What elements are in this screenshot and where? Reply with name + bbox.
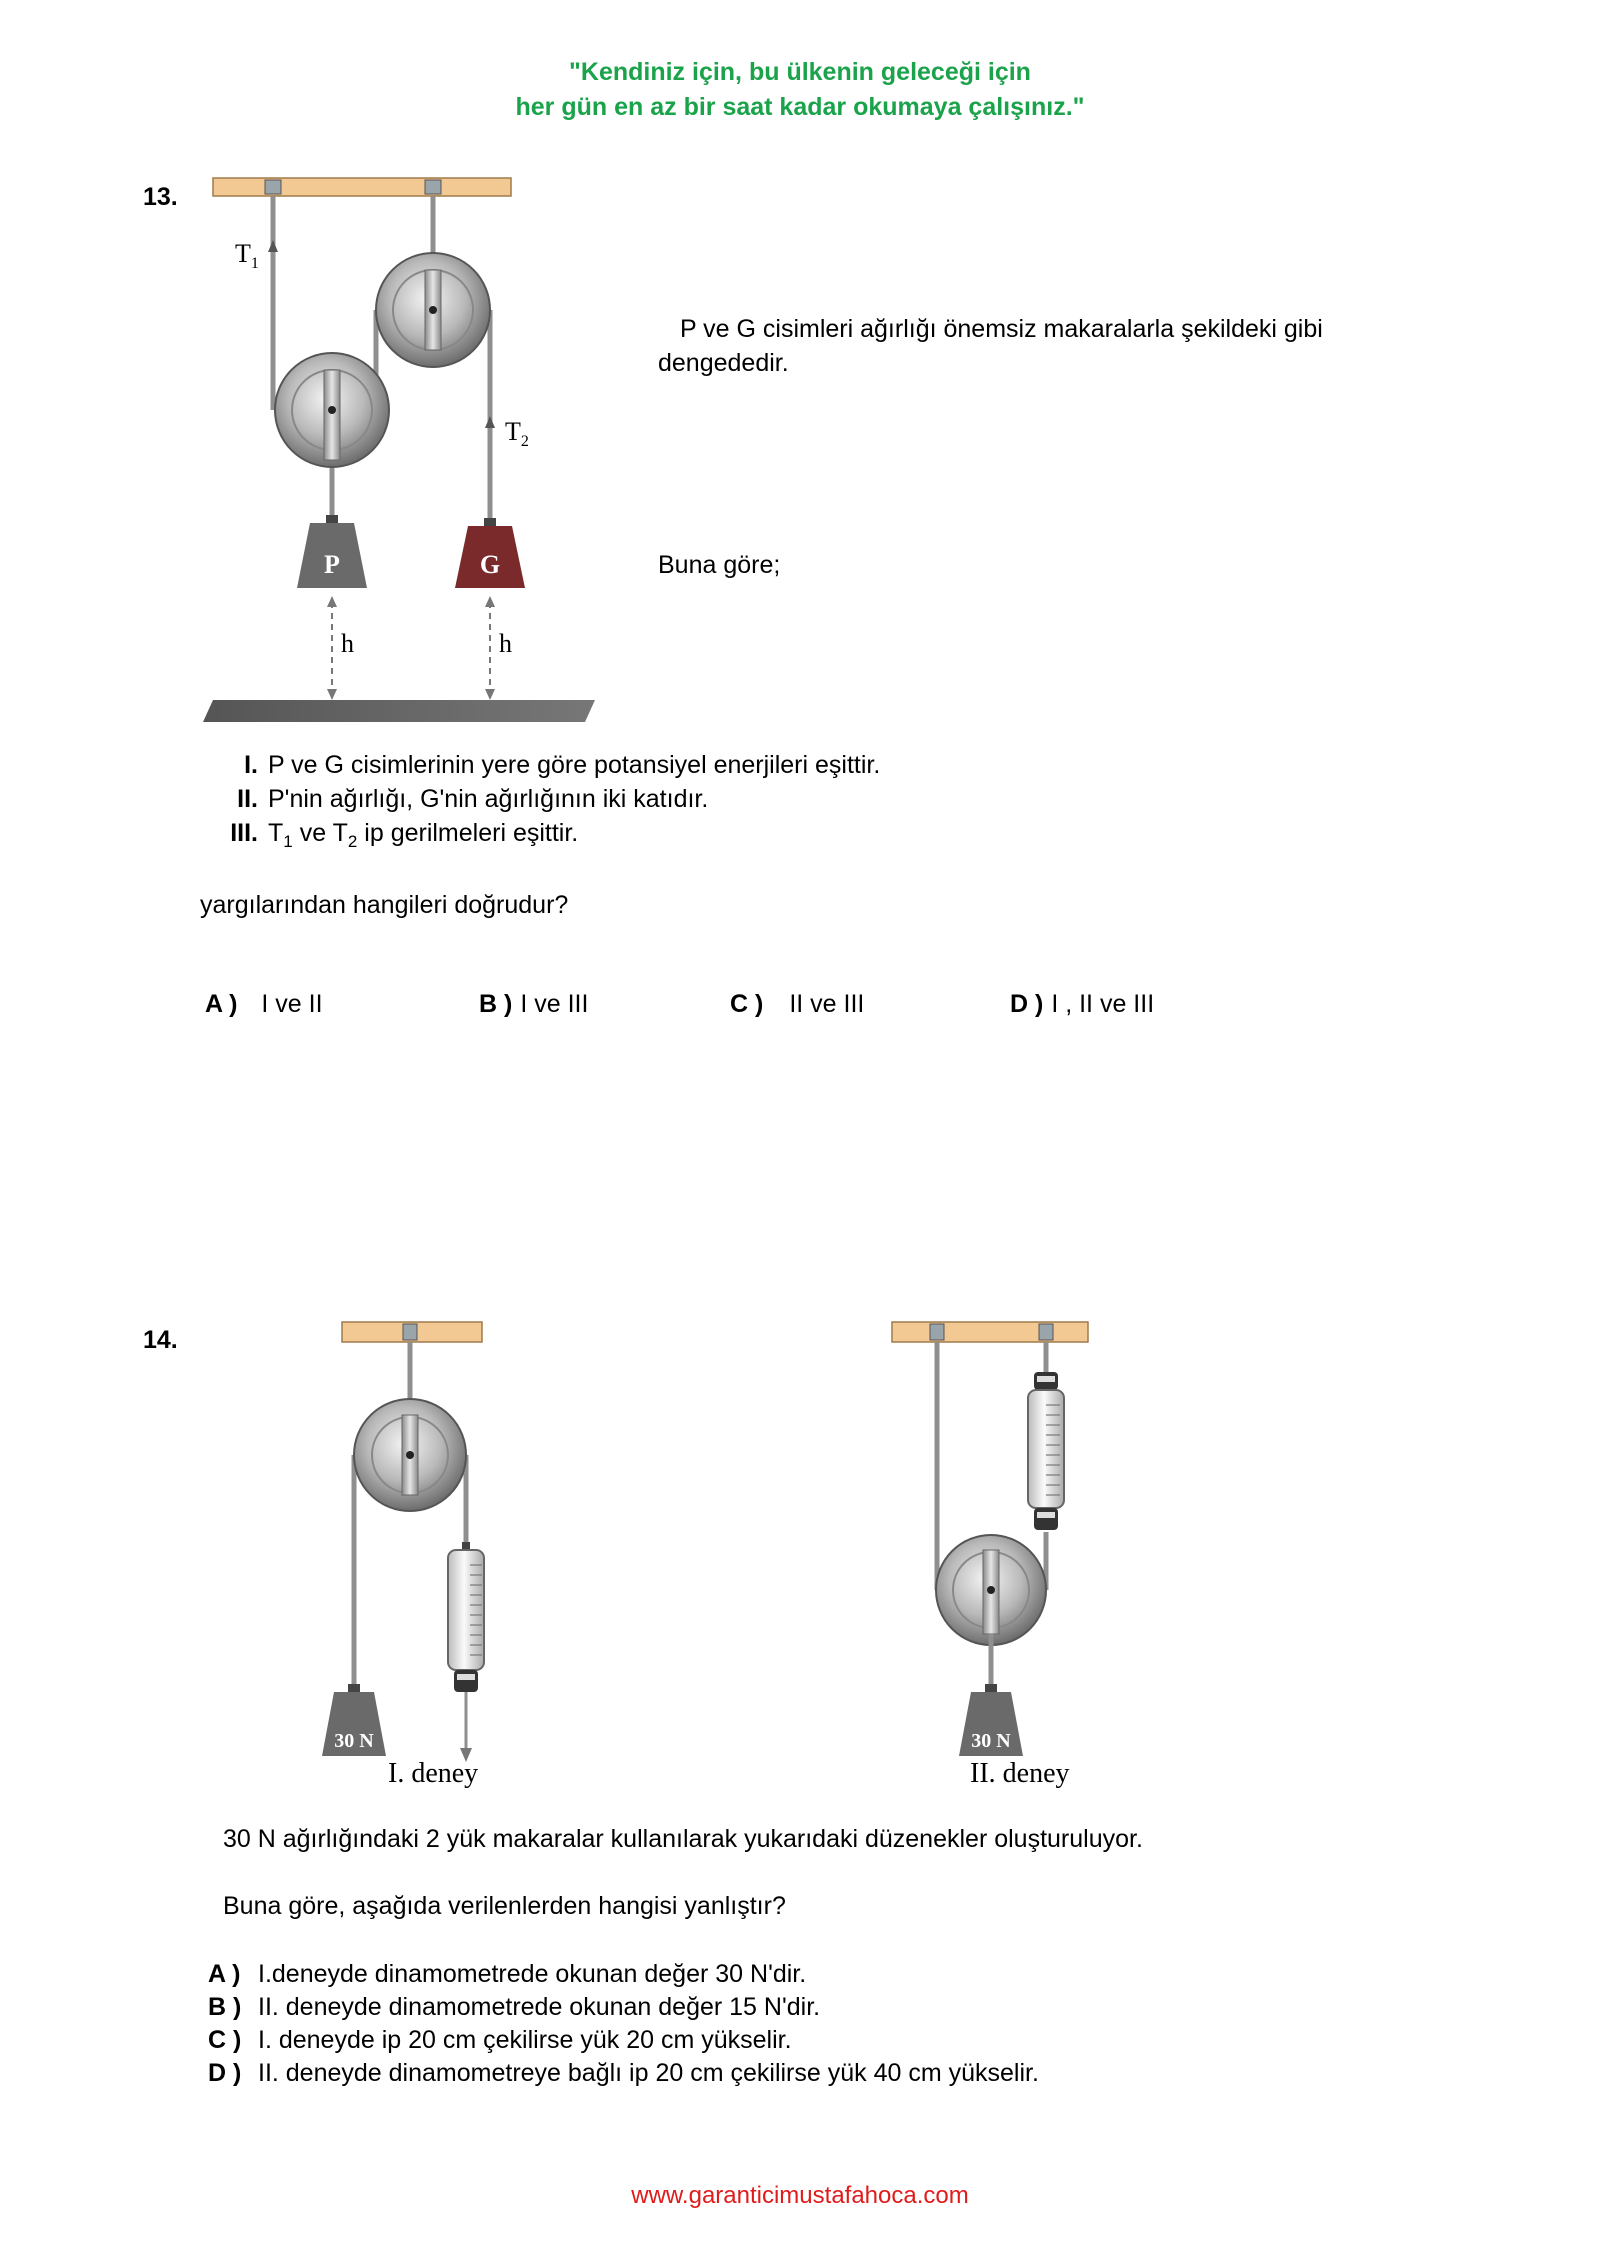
q13-option-a-text: I ve II	[261, 990, 323, 1018]
q13-option-a-letter: A )	[205, 990, 238, 1018]
experiment-1-diagram	[320, 1310, 520, 1800]
t1-arrow	[268, 240, 278, 252]
statement-2-text: P'nin ağırlığı, G'nin ağırlığının iki katıdır.	[268, 785, 709, 813]
height-markers	[332, 602, 490, 693]
statement-3-num: III.	[230, 819, 258, 847]
hook-2-left	[930, 1324, 944, 1340]
pulley-diagram-q13	[195, 170, 615, 730]
h2-label: h	[499, 629, 512, 658]
pulley-2	[936, 1535, 1046, 1645]
q14-intro: 30 N ağırlığındaki 2 yük makaralar kullanılarak yukarıdaki düzenekler oluşturuluyor.	[223, 1825, 1143, 1853]
pulley-upper	[376, 253, 490, 367]
q14-question: Buna göre, aşağıda verilenlerden hangisi yanlıştır?	[223, 1892, 786, 1920]
dynamometer-2	[1028, 1372, 1064, 1530]
statement-1-text: P ve G cisimlerinin yere göre potansiyel enerjileri eşittir.	[268, 751, 881, 779]
floor	[203, 700, 595, 722]
weight-2	[959, 1684, 1023, 1756]
weight-p	[297, 515, 367, 588]
statement-3-post: ip gerilmeleri eşittir.	[357, 819, 579, 847]
motto-line-1: "Kendiniz için, bu ülkenin geleceği için	[569, 58, 1031, 86]
statement-1	[208, 748, 880, 782]
statement-3-mid: ve T	[292, 819, 348, 847]
q13-prompt: Buna göre;	[658, 551, 781, 579]
statement-3-sub2: 2	[347, 832, 358, 851]
q14-option-c-letter: C )	[208, 2026, 242, 2054]
q13-option-b-text: I ve III	[520, 990, 589, 1018]
ceiling-beam-2	[892, 1322, 1088, 1342]
h1-arrow-up	[327, 596, 337, 607]
q14-option-c[interactable]	[208, 2023, 792, 2057]
hook-right	[425, 180, 441, 194]
q13-option-c-text: II ve III	[789, 990, 865, 1018]
q14-option-b-letter: B )	[208, 1993, 242, 2021]
weight-2-label: 30 N	[971, 1730, 1011, 1752]
experiment-2-caption: II. deney	[970, 1758, 1070, 1789]
experiment-2-diagram	[880, 1310, 1100, 1800]
h2-arrow-up	[485, 596, 495, 607]
t2-arrow	[485, 416, 495, 428]
hook-left	[265, 180, 281, 194]
statement-1-num: I.	[244, 751, 258, 779]
statement-3-sub1: 1	[283, 832, 293, 851]
q14-option-d-text: II. deneyde dinamometreye bağlı ip 20 cm çekilirse yük 40 cm yükselir.	[258, 2059, 1039, 2087]
weight-g-label: G	[479, 550, 501, 579]
q14-option-a-letter: A )	[208, 1960, 241, 1988]
q13-question: yargılarından hangileri doğrudur?	[200, 891, 569, 919]
q13-option-d-text: I , II ve III	[1051, 990, 1155, 1018]
q14-option-a[interactable]	[208, 1957, 806, 1991]
ceiling-beam	[213, 178, 511, 196]
statement-2-num: II.	[237, 785, 258, 813]
q14-option-b[interactable]	[208, 1990, 820, 2024]
q13-option-d[interactable]	[1010, 990, 1154, 1019]
q14-option-d[interactable]	[208, 2056, 1039, 2090]
hook-2-right	[1039, 1324, 1053, 1340]
footer-url[interactable]: www.garanticimustafahoca.com	[631, 2182, 969, 2209]
q13-option-b-letter: B )	[479, 990, 513, 1018]
pulley-lower	[275, 353, 389, 467]
q14-option-b-text: II. deneyde dinamometrede okunan değer 15 N'dir.	[258, 1993, 821, 2021]
q13-option-d-letter: D )	[1010, 990, 1044, 1018]
weight-p-label: P	[324, 550, 340, 579]
pulley-1	[354, 1399, 466, 1511]
statement-3	[208, 816, 578, 859]
question-13-number: 13.	[143, 183, 178, 211]
q13-option-c-letter: C )	[730, 990, 764, 1018]
weight-g	[455, 518, 525, 588]
weight-1	[322, 1684, 386, 1756]
q13-option-b[interactable]	[479, 990, 588, 1019]
q14-option-d-letter: D )	[208, 2059, 242, 2087]
q13-option-a[interactable]	[205, 990, 323, 1019]
q14-option-c-text: I. deneyde ip 20 cm çekilirse yük 20 cm yükselir.	[258, 2026, 792, 2054]
h1-arrow-down	[327, 689, 337, 700]
statement-2	[208, 782, 708, 816]
experiment-1-caption: I. deney	[388, 1758, 479, 1789]
q14-option-a-text: I.deneyde dinamometrede okunan değer 30 N'dir.	[258, 1960, 807, 1988]
statement-3-t: T	[268, 819, 284, 847]
h2-arrow-down	[485, 689, 495, 700]
weight-1-label: 30 N	[334, 1730, 374, 1752]
question-14-number: 14.	[143, 1326, 178, 1354]
q13-intro	[658, 312, 1418, 380]
t1-label: $T_1$	[235, 239, 259, 272]
t2-label: $T_2$	[505, 417, 529, 450]
q13-option-c[interactable]	[730, 990, 864, 1019]
hook-1	[403, 1324, 417, 1340]
h1-label: h	[341, 629, 354, 658]
dynamometer-1	[448, 1542, 484, 1692]
motto-line-2: her gün en az bir saat kadar okumaya çalışınız."	[515, 93, 1085, 121]
q13-intro-text: P ve G cisimleri ağırlığı önemsiz makaralarla şekildeki gibi dengededir.	[658, 315, 1323, 377]
